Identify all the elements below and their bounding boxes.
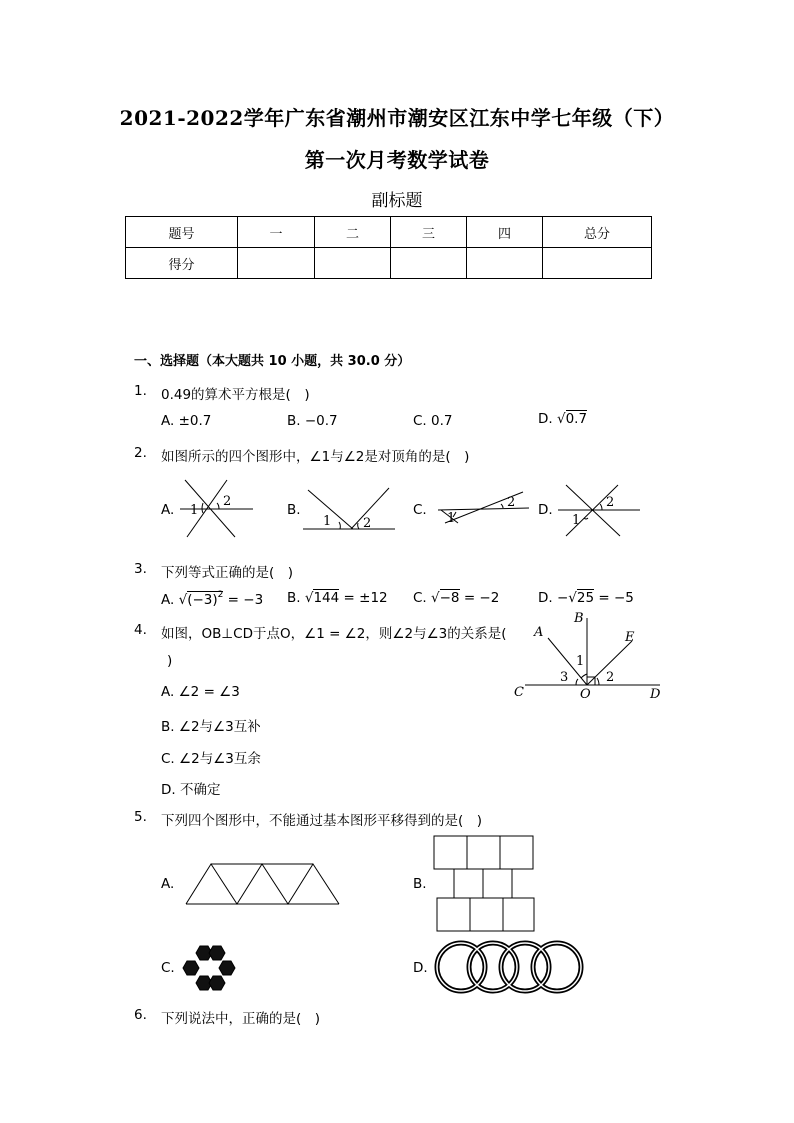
- page-subtitle: 副标题: [371, 191, 423, 211]
- angle-1-label: 1: [572, 513, 581, 528]
- option-c[interactable]: C.: [413, 502, 427, 518]
- angle-1-label: 1: [576, 654, 585, 669]
- option-b[interactable]: B.: [287, 502, 301, 518]
- option-c[interactable]: C. ∠2与∠3互余: [161, 751, 261, 767]
- angle-2-label: 2: [223, 494, 232, 509]
- score-cell[interactable]: [467, 248, 543, 279]
- angle-2-label: 2: [507, 495, 516, 510]
- option-d[interactable]: D. 不确定: [161, 782, 221, 798]
- question-number: 6.: [134, 1007, 147, 1023]
- radicand-base: (−3): [187, 592, 218, 608]
- question-stem: 下列等式正确的是( ): [161, 565, 294, 581]
- question-stem: 下列四个图形中，不能通过基本图形平移得到的是( ): [161, 813, 483, 829]
- score-cell[interactable]: [315, 248, 391, 279]
- option-b[interactable]: B. −0.7: [287, 413, 338, 429]
- question-stem: 如图所示的四个图形中，∠1与∠2是对顶角的是( ): [161, 449, 470, 465]
- page-title-line2: 第一次月考数学试卷: [304, 148, 490, 172]
- score-cell[interactable]: [238, 248, 315, 279]
- option-c[interactable]: C. 0.7: [413, 413, 453, 429]
- score-table-score-row: [126, 248, 652, 279]
- radicand: 0.7: [565, 411, 588, 427]
- q5-figure-d-rings: [433, 938, 585, 996]
- option-b[interactable]: [287, 590, 388, 606]
- option-a[interactable]: [161, 590, 263, 608]
- score-cell: 二: [315, 217, 391, 248]
- question-stem-line2: ): [167, 653, 173, 669]
- q2-figure-d: [558, 480, 643, 540]
- q2-figure-b: [303, 485, 398, 535]
- angle-2-label: 2: [606, 495, 615, 510]
- question-number: 2.: [134, 445, 147, 461]
- sqrt-sign: √: [431, 590, 440, 606]
- option-d-label: D. −: [538, 590, 569, 606]
- q5-figure-c-hexagons: [183, 944, 238, 992]
- score-cell: 题号: [126, 217, 238, 248]
- point-o-label: O: [580, 687, 591, 702]
- question-stem: 0.49的算术平方根是( ): [161, 387, 310, 403]
- option-b-label: B.: [287, 590, 301, 606]
- option-d[interactable]: [538, 590, 634, 606]
- q2-figure-c: [433, 490, 533, 525]
- angle-1-label: 1: [447, 511, 456, 526]
- point-d-label: D: [650, 687, 661, 702]
- point-c-label: C: [514, 685, 524, 700]
- score-cell: 四: [467, 217, 543, 248]
- q5-figure-b-bricks: [433, 835, 535, 933]
- section-heading: 一、选择题（本大题共 10 小题，共 30.0 分）: [134, 354, 411, 369]
- angle-3-label: 3: [560, 670, 569, 685]
- option-d[interactable]: D.: [413, 960, 428, 976]
- equation-rest: = −3: [223, 592, 264, 608]
- option-a[interactable]: A.: [161, 876, 175, 892]
- option-d[interactable]: D.: [538, 502, 553, 518]
- option-c-label: C.: [413, 590, 427, 606]
- option-c[interactable]: C.: [161, 960, 175, 976]
- option-c[interactable]: [413, 590, 499, 606]
- angle-2-label: 2: [606, 670, 615, 685]
- score-cell: 一: [238, 217, 315, 248]
- option-a[interactable]: A. ∠2 = ∠3: [161, 684, 240, 700]
- score-table-header-row: [126, 217, 652, 248]
- score-cell: 总分: [543, 217, 652, 248]
- point-b-label: B: [574, 611, 584, 626]
- sqrt-sign: √: [568, 590, 577, 606]
- option-b[interactable]: B.: [413, 876, 427, 892]
- question-stem: 下列说法中，正确的是( ): [161, 1011, 321, 1027]
- point-e-label: E: [625, 630, 635, 645]
- score-cell: 得分: [126, 248, 238, 279]
- sqrt-sign: √: [304, 590, 314, 606]
- angle-1-label: 1: [190, 503, 199, 518]
- equation-rest: = −2: [459, 590, 500, 606]
- question-stem-line1: 如图，OB⊥CD于点O，∠1 = ∠2，则∠2与∠3的关系是(: [161, 626, 507, 642]
- score-table: [125, 216, 652, 279]
- score-cell: 三: [391, 217, 467, 248]
- radicand: 144: [313, 590, 340, 606]
- page-title-line1: 2021-2022学年广东省潮州市潮安区江东中学七年级（下）: [119, 106, 675, 130]
- angle-2-label: 2: [363, 516, 372, 531]
- q2-figure-a: [175, 475, 255, 540]
- q5-figure-a-triangles: [184, 862, 344, 907]
- option-d[interactable]: [538, 411, 587, 427]
- option-a-label: A.: [161, 592, 175, 608]
- option-a[interactable]: A.: [161, 502, 175, 518]
- option-d-label: D.: [538, 411, 553, 427]
- question-number: 4.: [134, 622, 147, 638]
- point-a-label: A: [534, 625, 544, 640]
- score-cell[interactable]: [391, 248, 467, 279]
- score-cell[interactable]: [543, 248, 652, 279]
- radicand: 25: [576, 590, 595, 606]
- option-a[interactable]: A. ±0.7: [161, 413, 212, 429]
- question-number: 5.: [134, 809, 147, 825]
- q4-figure: [510, 608, 670, 703]
- radicand: [187, 591, 223, 608]
- exponent: 2: [217, 590, 224, 600]
- question-number: 1.: [134, 383, 147, 399]
- sqrt-sign: √: [178, 592, 188, 608]
- sqrt-sign: √: [556, 411, 566, 427]
- option-b[interactable]: B. ∠2与∠3互补: [161, 719, 261, 735]
- equation-rest: = ±12: [339, 590, 388, 606]
- equation-rest: = −5: [594, 590, 634, 606]
- angle-1-label: 1: [323, 514, 332, 529]
- question-number: 3.: [134, 561, 147, 577]
- radicand: −8: [439, 590, 460, 606]
